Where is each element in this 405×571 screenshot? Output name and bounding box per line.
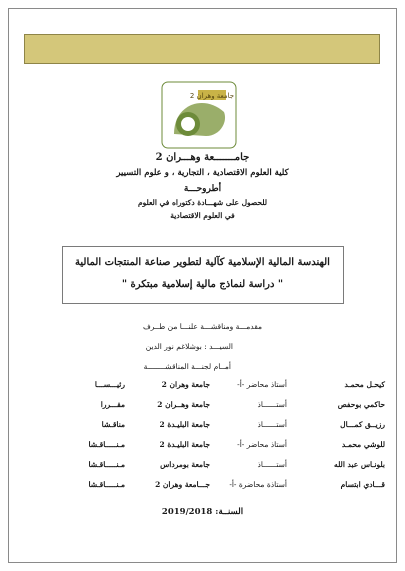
jury-role: مـنـــــاقـشا — [88, 480, 125, 489]
thesis-title-box — [62, 246, 344, 304]
jury-name: حاكمي بوحفص — [337, 400, 385, 409]
jury-name: بلونـاس عبد الله — [334, 460, 385, 469]
jury-role: مقـــررا — [100, 400, 125, 409]
jury-rank: أستاذ محاضر -أ- — [237, 440, 287, 449]
jury-university: جامعة بومرداس — [160, 460, 210, 469]
jury-row — [0, 440, 405, 458]
jury-university: جامعة وهران 2 — [161, 380, 210, 389]
committee-heading: أمــام لجنـــة المناقشــــــــة — [143, 362, 231, 371]
jury-university: جـــامعة وهران 2 — [155, 480, 210, 489]
jury-university: جامعة وهــران 2 — [157, 400, 210, 409]
jury-rank: أستاذ محاضر -أ- — [237, 380, 287, 389]
jury-name: للوشي محمـد — [341, 440, 385, 449]
logo-text: جامعة وهران 2 — [189, 92, 235, 100]
jury-row — [0, 420, 405, 438]
faculty-name: كلية العلوم الاقتصادية ، التجارية ، و علوم التسيير — [116, 168, 289, 178]
jury-role: مـنـــــاقـشا — [88, 460, 125, 469]
jury-rank: أستــــــاذ — [257, 420, 287, 429]
jury-rank: أستاذة محاضرة -أ- — [229, 480, 287, 489]
jury-name: قـــادي ابتسام — [340, 480, 385, 489]
jury-university: جامعة البليـدة 2 — [159, 440, 210, 449]
jury-list — [0, 380, 405, 500]
jury-rank: أستــــــاذ — [257, 460, 287, 469]
jury-row — [0, 380, 405, 398]
jury-name: رزيــق كمـــال — [340, 420, 385, 429]
presented-by: مقدمـــة ومناقشـــة علنـــا من طــرف — [142, 322, 263, 331]
jury-row — [0, 400, 405, 418]
university-logo — [154, 74, 244, 156]
header-banner — [24, 34, 380, 64]
jury-rank: أستــــــاذ — [257, 400, 287, 409]
jury-row — [0, 480, 405, 498]
jury-university: جامعة البليـدة 2 — [159, 420, 210, 429]
document-type: أطروحـــة — [183, 184, 222, 194]
jury-role: مناقـشا — [101, 420, 125, 429]
degree-field: في العلوم الاقتصادية — [170, 211, 235, 220]
jury-role: مـنـــــاقـشا — [88, 440, 125, 449]
degree-purpose: للحصول على شهـــادة دكتوراه في العلوم — [137, 198, 268, 207]
jury-role: رئيـــســـا — [94, 380, 125, 389]
jury-name: كيحـل محمـد — [344, 380, 385, 389]
thesis-subtitle: " دراسة لنماذج مالية إسلامية مبتكرة " — [121, 279, 284, 290]
university-name: جامـــــــعة وهـــران 2 — [155, 152, 250, 163]
author-name: السيـــد : بوشلاغم نور الدين — [145, 342, 233, 351]
thesis-title: الهندسة المالية الإسلامية كآلية لتطوير صناعة المنتجات المالية — [75, 257, 330, 268]
jury-row — [0, 460, 405, 478]
academic-year: السنــة: 2019/2018 — [161, 507, 244, 517]
